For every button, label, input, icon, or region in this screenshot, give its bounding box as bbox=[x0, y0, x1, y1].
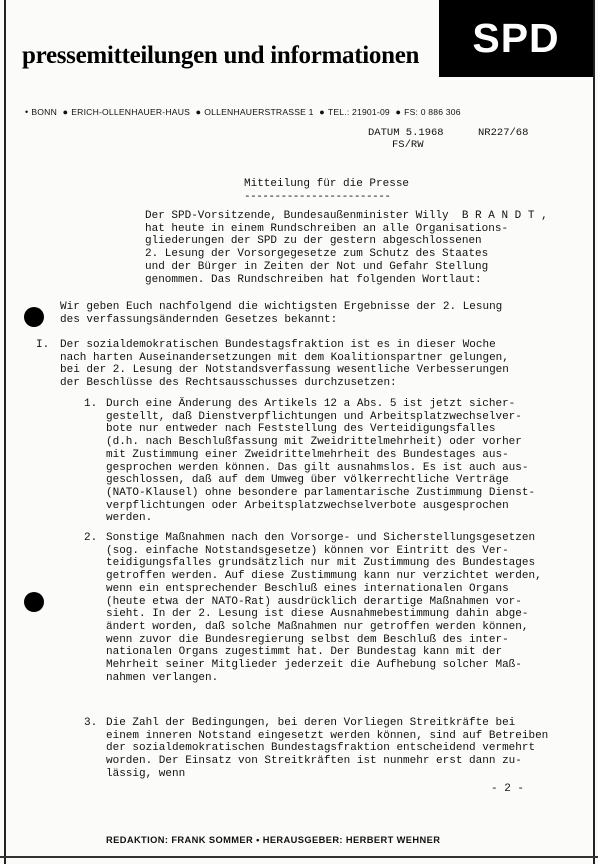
item-3-line: einem inneren Notstand eingesetzt werden können, sind auf Betreiben bbox=[106, 729, 549, 742]
lead-line: des verfassungsändernden Gesetzes bekannt: bbox=[60, 313, 338, 326]
section-line: Der sozialdemokratischen Bundestagsfraktion ist es in dieser Woche bbox=[60, 339, 496, 351]
item-2-line: nahmen verlangen. bbox=[106, 671, 219, 684]
punch-hole-top bbox=[24, 307, 44, 327]
section-line: der Beschlüsse des Rechtsausschusses durchzusetzen: bbox=[60, 377, 397, 390]
intro-paragraph bbox=[145, 210, 548, 286]
spd-logo: SPD bbox=[439, 0, 593, 77]
item-1-line: bote nur entweder nach Feststellung des Verteidigungsfalles bbox=[106, 423, 496, 436]
item-2-line: teidigungsfalles grundsätzlich nur mit Zustimmung des Bundestages bbox=[106, 557, 536, 570]
bullet-icon: • bbox=[25, 107, 29, 117]
bullet-icon: ● bbox=[319, 107, 325, 117]
scan-border-left bbox=[4, 0, 6, 864]
lead-line: Wir geben Euch nachfolgend die wichtigsten Ergebnisse der 2. Lesung bbox=[60, 301, 503, 313]
intro-line: und der Bürger in Zeiten der Not und Gefahr Stellung bbox=[145, 260, 489, 273]
item-1-line: werden. bbox=[106, 512, 153, 525]
item-number-3: 3. bbox=[84, 717, 98, 729]
date-field: DATUM 5.1968 bbox=[368, 127, 444, 139]
intro-line: 2. Lesung der Vorsorgegesetze zum Schutz des Staates bbox=[145, 248, 489, 261]
item-3-line: der sozialdemokratischen Bundestagsfraktion entscheidend vermehrt bbox=[106, 742, 536, 755]
intro-line: gliederungen der SPD zu der gestern abgeschlossenen bbox=[145, 235, 482, 248]
item-1-line: mit Zustimmung einer Zweidrittelmehrheit des Bundestages aus- bbox=[106, 448, 509, 461]
section-line: nach harten Auseinandersetzungen mit dem Koalitionspartner gelungen, bbox=[60, 351, 509, 364]
item-1-line: Durch eine Änderung des Artikels 12 a Abs. 5 ist jetzt sicher- bbox=[106, 398, 516, 410]
intro-line: Der SPD-Vorsitzende, Bundesaußenminister Willy B R A N D T , bbox=[145, 210, 548, 222]
scan-border-bottom bbox=[0, 856, 598, 858]
item-1-line: verpflichtungen oder Arbeitsplatzwechselverbote ausgesprochen bbox=[106, 499, 509, 512]
item-2-line: nationalen Organs zugestimmt hat. Der Bundestag kann mit der bbox=[106, 646, 503, 659]
item-2-line: getroffen werden. Auf diese Zustimmung kann nur verzichtet werden, bbox=[106, 570, 542, 583]
subject-heading: Mitteilung für die Presse bbox=[244, 178, 410, 190]
page-number: - 2 - bbox=[491, 783, 525, 795]
section-marker: I. bbox=[36, 339, 50, 351]
item-1-line: gesprochen werden können. Das gilt ausnahmslos. Es ist auch aus- bbox=[106, 461, 529, 474]
address-phone: TEL.: 21901-09 bbox=[327, 107, 390, 117]
bullet-icon: ● bbox=[195, 107, 202, 117]
address-city: BONN bbox=[31, 107, 57, 117]
lead-paragraph bbox=[60, 301, 502, 326]
scan-border-right bbox=[593, 0, 595, 864]
subject-underline: ------------------------ bbox=[244, 191, 391, 203]
item-3-line: worden. Der Einsatz von Streitkräften ist nunmehr erst dann zu- bbox=[106, 755, 522, 768]
item-1-line: gestellt, daß Dienstverpflichtungen und Arbeitsplatzwechselver- bbox=[106, 410, 522, 423]
address-building: ERICH-OLLENHAUER-HAUS bbox=[71, 107, 191, 117]
item-1-line: geschlossen, daß auf dem Umweg über völkerrechtliche Verträge bbox=[106, 474, 509, 487]
item-1-line: (d.h. nach Beschlußfassung mit Zweidrittelmehrheit) oder vorher bbox=[106, 436, 522, 449]
item-3-line: lässig, wenn bbox=[106, 767, 186, 780]
footer-credits: REDAKTION: FRANK SOMMER • HERAUSGEBER: HERBERT WEHNER bbox=[106, 835, 441, 845]
typist-initials: FS/RW bbox=[392, 139, 424, 151]
item-2-line: (heute etwa der NATO-Rat) ausdrücklich derartige Maßnahmen vor- bbox=[106, 595, 522, 608]
intro-line: hat heute in einem Rundschreiben an alle Organisations- bbox=[145, 222, 509, 235]
item-2-line: (sog. einfache Notstandsgesetze) können vor Eintritt des Ver- bbox=[106, 544, 509, 557]
item-2-line: sieht. In der 2. Lesung ist diese Ausnahmebestimmung dahin abge- bbox=[106, 608, 529, 621]
letterhead-title: pressemitteilungen und informationen bbox=[22, 42, 420, 69]
item-2-line: wenn zuvor die Bundesregierung selbst dem Beschluß des inter- bbox=[106, 633, 509, 646]
release-number: NR227/68 bbox=[478, 127, 529, 139]
section-paragraph bbox=[60, 339, 509, 390]
item-1-line: (NATO-Klausel) ohne besondere parlamentarische Zustimmung Dienst- bbox=[106, 486, 536, 499]
item-2-line: Sonstige Maßnahmen nach den Vorsorge- und Sicherstellungsgesetzen bbox=[106, 532, 536, 544]
address-street: OLLENHAUERSTRASSE 1 bbox=[204, 107, 314, 117]
item-2-line: wenn ein entsprechender Beschluß eines internationalen Organs bbox=[106, 582, 509, 595]
intro-line: genommen. Das Rundschreiben hat folgenden Wortlaut: bbox=[145, 273, 482, 286]
address-telex: FS: 0 886 306 bbox=[404, 107, 461, 117]
item-2-line: ändert worden, daß solche Maßnahmen nur getroffen werden können, bbox=[106, 620, 529, 633]
item-text-2 bbox=[106, 532, 542, 684]
bullet-icon: ● bbox=[395, 107, 402, 117]
item-number-1: 1. bbox=[84, 398, 98, 410]
item-text-1 bbox=[106, 398, 535, 525]
bullet-icon: ● bbox=[62, 107, 69, 117]
punch-hole-bottom bbox=[24, 592, 44, 612]
item-3-line: Die Zahl der Bedingungen, bei deren Vorliegen Streitkräfte bei bbox=[106, 717, 516, 729]
item-text-3 bbox=[106, 717, 548, 781]
item-number-2: 2. bbox=[84, 532, 98, 544]
letterhead-address bbox=[22, 107, 588, 117]
section-line: bei der 2. Lesung der Notstandsverfassung wesentliche Verbesserungen bbox=[60, 364, 509, 377]
item-2-line: Mehrheit seiner Mitglieder jederzeit die Aufhebung solcher Maß- bbox=[106, 659, 522, 672]
